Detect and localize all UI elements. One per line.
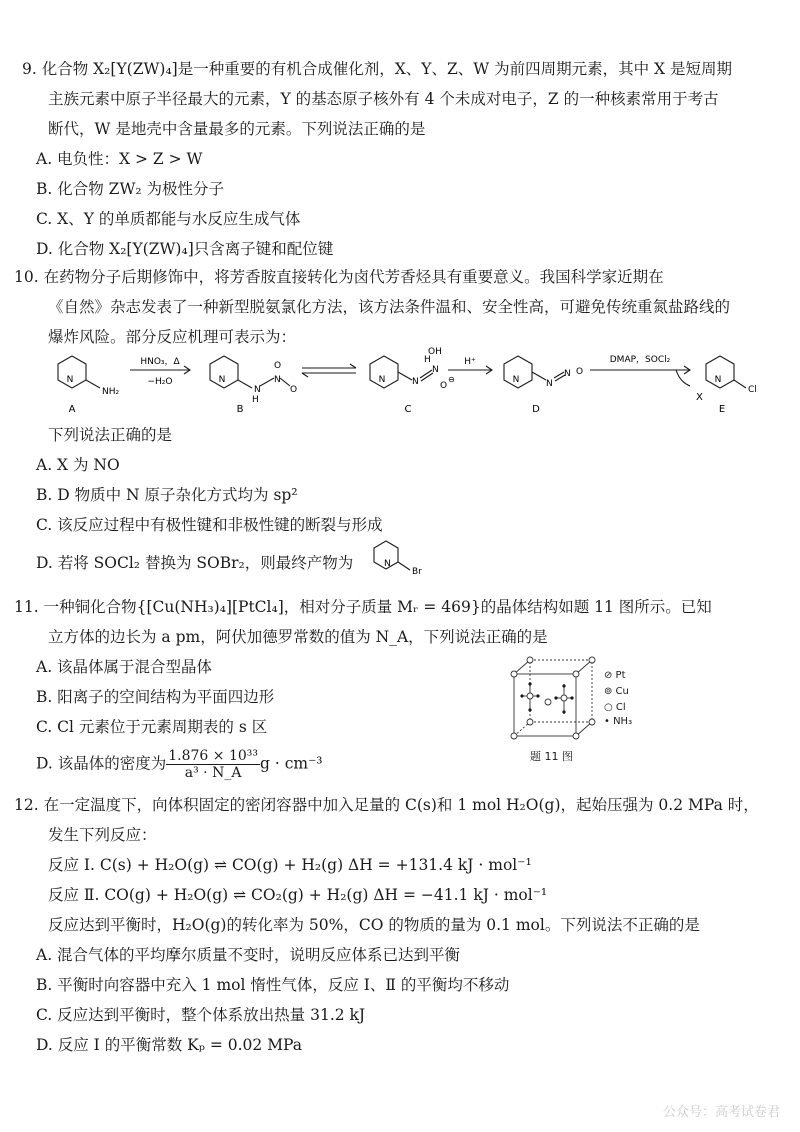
- c-oh: OH: [428, 347, 442, 357]
- label-a: A: [68, 404, 76, 415]
- q10-option-a: A. X 为 NO: [36, 456, 120, 474]
- q12-stem-line-3: 反应达到平衡时，H₂O(g)的转化率为 50%，CO 的物质的量为 0.1 mol。下列说法不正确的是: [48, 916, 700, 934]
- q10-option-d: D. 若将 SOCl₂ 替换为 SOBr₂，则最终产物为: [36, 554, 354, 572]
- q11-option-d: [36, 748, 322, 781]
- c-n-plus: N: [432, 365, 439, 375]
- label-b: B: [236, 404, 244, 415]
- b-nitro-o: O: [274, 361, 282, 371]
- q12-option-a: A. 混合气体的平均摩尔质量不变时，说明反应体系已达到平衡: [36, 946, 461, 964]
- q10-option-c: C. 该反应过程中有极性键和非极性键的断裂与形成: [36, 516, 383, 534]
- q12-reaction-1: 反应 Ⅰ. C(s) + H₂O(g) ⇌ CO(g) + H₂(g) ΔH = +131.4 kJ · mol⁻¹: [48, 856, 532, 874]
- bromopyridine-structure: [366, 534, 436, 584]
- e-cl: Cl: [748, 385, 757, 395]
- q12-reaction-2: 反应 Ⅱ. CO(g) + H₂O(g) ⇌ CO₂(g) + H₂(g) ΔH = −41.1 kJ · mol⁻¹: [48, 886, 548, 904]
- q9-option-b: B. 化合物 ZW₂ 为极性分子: [36, 180, 225, 198]
- ring-n-a: N: [66, 375, 74, 385]
- d-o: O: [576, 367, 584, 377]
- ring-n-b: N: [218, 375, 226, 385]
- q12-option-c: C. 反应达到平衡时，整个体系放出热量 31.2 kJ: [36, 1006, 366, 1024]
- density-numerator: 1.876 × 10³³: [168, 748, 258, 764]
- c-minus-sign: ⊖: [448, 375, 455, 384]
- reagent-1-top: HNO₃，Δ: [140, 357, 180, 367]
- q10-stem-line-1: 10. 在药物分子后期修饰中，将芳香胺直接转化为卤代芳香烃具有重要意义。我国科学家近期在: [14, 268, 664, 286]
- q11-stem-line-2: 立方体的边长为 a pm，阿伏加德罗常数的值为 N_A，下列说法正确的是: [48, 628, 548, 646]
- figure-11-caption: 题 11 图: [530, 750, 573, 763]
- b-amine-n: N: [254, 385, 261, 395]
- q10-stem-line-3: 爆炸风险。部分反应机理可表示为：: [48, 328, 297, 346]
- density-denominator: a³ · N_A: [184, 765, 242, 781]
- q11-stem-line-1: 11. 一种铜化合物{[Cu(NH₃)₄][PtCl₄]，相对分子质量 Mᵣ = 469}的晶体结构如题 11 图所示。已知: [14, 598, 712, 616]
- q12-stem-line-2: 发生下列反应：: [48, 826, 157, 844]
- q10-option-b: B. D 物质中 N 原子杂化方式均为 sp²: [36, 486, 298, 504]
- byproduct-x: X: [696, 392, 703, 403]
- legend-nh3: • NH₃: [604, 716, 633, 727]
- q12-option-d: D. 反应 Ⅰ 的平衡常数 Kₚ = 0.02 MPa: [36, 1036, 303, 1054]
- q9-stem-line-3: 断代，W 是地壳中含量最多的元素。下列说法正确的是: [48, 120, 426, 138]
- ring-n-e: N: [714, 375, 722, 385]
- q11-option-c: C. Cl 元素位于元素周期表的 s 区: [36, 718, 268, 736]
- label-d: D: [532, 404, 540, 415]
- a-nh2-label: NH₂: [102, 387, 120, 397]
- legend-pt: ⊘ Pt: [604, 670, 626, 681]
- ring-n-c: N: [378, 375, 386, 385]
- density-fraction: [166, 748, 260, 781]
- label-e: E: [718, 404, 726, 415]
- bromo-br: Br: [412, 567, 422, 577]
- c-o-minus: O: [440, 381, 448, 391]
- d-n: N: [564, 369, 571, 379]
- bromo-ring-n: N: [384, 559, 391, 569]
- label-c: C: [404, 404, 412, 415]
- q10-prompt: 下列说法正确的是: [48, 426, 173, 444]
- q9-stem-line-1: 9. 化合物 X₂[Y(ZW)₄]是一种重要的有机合成催化剂，X、Y、Z、W 为前四周期元素，其中 X 是短周期: [22, 60, 733, 78]
- crystal-structure-figure: [500, 652, 600, 744]
- reagent-1-bottom: −H₂O: [147, 377, 173, 387]
- c-azo-n: N: [412, 377, 419, 387]
- d-azo-n: N: [546, 379, 553, 389]
- reagent-3-top: H⁺: [464, 357, 476, 367]
- q11-option-d-prefix: D. 该晶体的密度为: [36, 754, 167, 773]
- q10-stem-line-2: 《自然》杂志发表了一种新型脱氨氯化方法，该方法条件温和、安全性高，可避免传统重氮盐路线的: [48, 298, 731, 316]
- legend-cu: ⊚ Cu: [604, 686, 629, 697]
- q9-option-d: D. 化合物 X₂[Y(ZW)₄]只含离子键和配位键: [36, 240, 334, 258]
- q12-option-b: B. 平衡时向容器中充入 1 mol 惰性气体，反应 Ⅰ、Ⅱ 的平衡均不移动: [36, 976, 510, 994]
- q9-stem-line-2: 主族元素中原子半径最大的元素，Y 的基态原子核外有 4 个未成对电子，Z 的一种核素常用于考古: [48, 90, 719, 108]
- q11-option-b: B. 阳离子的空间结构为平面四边形: [36, 688, 275, 706]
- b-amine-h: H: [252, 395, 259, 405]
- b-nitro-o-minus: O: [290, 385, 298, 395]
- legend-cl: ○ Cl: [604, 702, 626, 713]
- density-unit: g · cm⁻³: [259, 754, 323, 773]
- q9-option-c: C. X、Y 的单质都能与水反应生成气体: [36, 210, 301, 228]
- c-h: H: [424, 355, 431, 365]
- q11-option-a: A. 该晶体属于混合型晶体: [36, 658, 213, 676]
- reaction-mechanism-scheme: [40, 342, 780, 420]
- b-nitro-n: N: [274, 375, 281, 385]
- ring-n-d: N: [512, 375, 520, 385]
- q9-option-a: A. 电负性：X > Z > W: [36, 150, 203, 168]
- watermark: 公众号：高考试卷君: [662, 1105, 780, 1120]
- reagent-4-top: DMAP，SOCl₂: [609, 355, 671, 365]
- q12-stem-line-1: 12. 在一定温度下，向体积固定的密闭容器中加入足量的 C(s)和 1 mol H₂O(g)，起始压强为 0.2 MPa 时，: [14, 796, 759, 814]
